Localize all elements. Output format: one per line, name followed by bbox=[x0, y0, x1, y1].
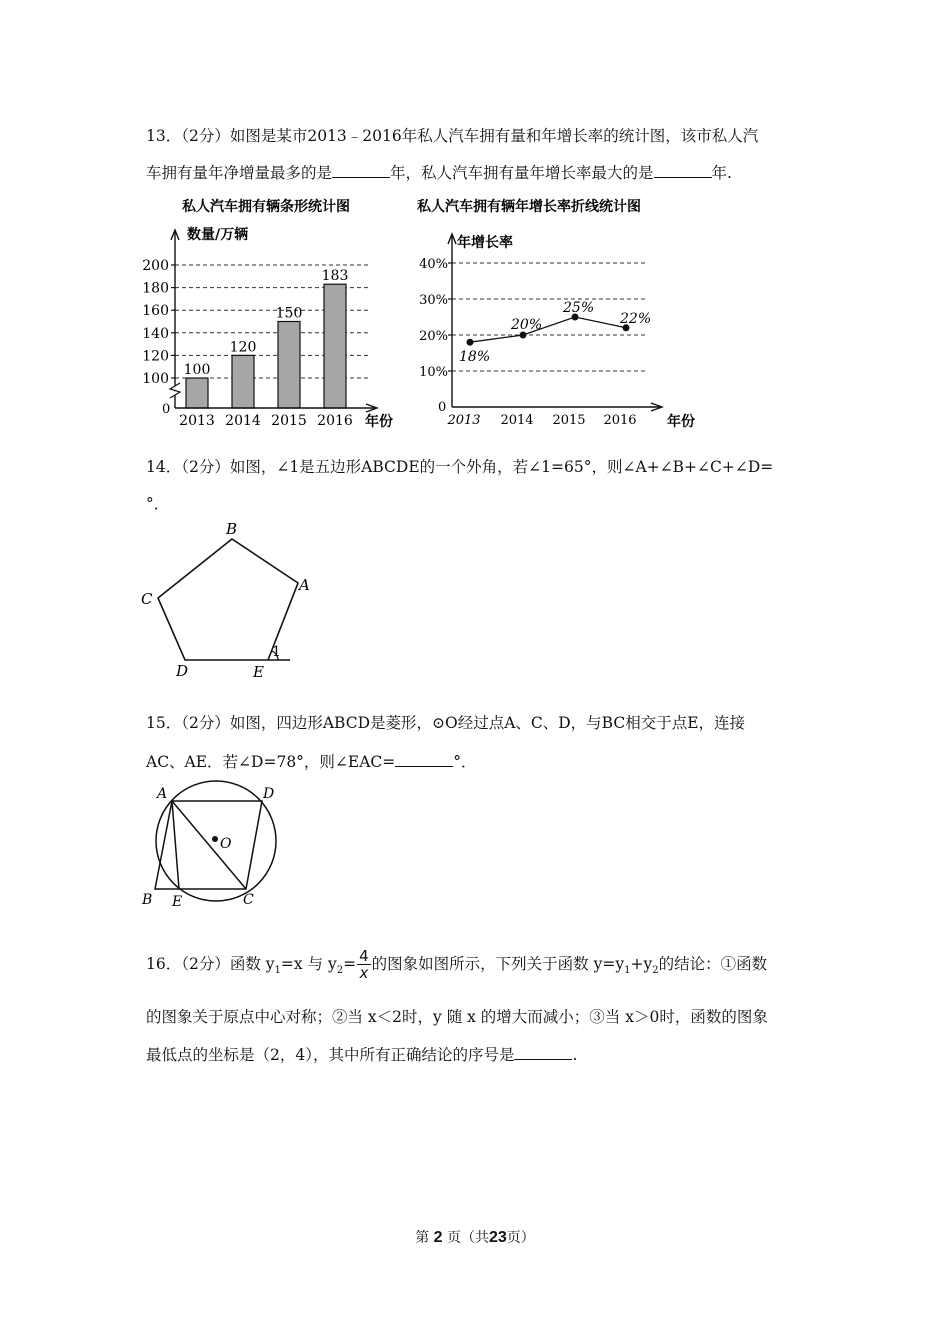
data-label: 18% bbox=[459, 349, 491, 366]
q15-text-b: °． bbox=[453, 753, 477, 771]
bar-chart-xlabel: 年份 bbox=[365, 414, 393, 430]
y-tick-label: 160 bbox=[142, 303, 169, 320]
q16-text-c: = bbox=[343, 955, 357, 973]
x-tick-label: 2015 bbox=[552, 413, 586, 428]
q16-text-f: 的结论：①函数 bbox=[658, 955, 768, 973]
q13-text-b: 年，私人汽车拥有量年增长率最大的是 bbox=[390, 164, 654, 182]
q16-line3 bbox=[146, 1045, 577, 1065]
q16-text-d: 的图象如图所示，下列关于函数 y=y bbox=[371, 955, 625, 973]
q16-line2: 的图象关于原点中心对称；②当 x＜2时，y 随 x 的增大而减小；③当 x＞0时，函数的图象 bbox=[146, 1008, 768, 1026]
q14-line2: °． bbox=[146, 495, 170, 513]
data-label: 25% bbox=[563, 300, 595, 316]
vertex-label-a: A bbox=[299, 576, 310, 594]
q13-line2 bbox=[146, 163, 732, 183]
bar-value-label: 150 bbox=[275, 305, 303, 322]
footer-text: 第 bbox=[415, 1230, 430, 1246]
y-tick-label: 10% bbox=[419, 365, 448, 380]
bar-value-label: 120 bbox=[229, 339, 257, 356]
q15-line2 bbox=[146, 752, 477, 772]
fraction-4-over-x bbox=[357, 948, 371, 982]
x-tick-label: 2016 bbox=[317, 413, 353, 429]
page-number: 2 bbox=[433, 1229, 443, 1246]
point-label-c: C bbox=[243, 892, 254, 908]
subscript: 1 bbox=[274, 965, 281, 977]
x-tick-label: 2016 bbox=[603, 413, 637, 428]
subscript: 2 bbox=[336, 965, 344, 977]
angle-label-1: 1 bbox=[272, 644, 281, 660]
rhombus-circle-figure bbox=[135, 780, 295, 910]
x-tick-label: 2014 bbox=[500, 413, 534, 428]
data-point bbox=[467, 339, 474, 346]
y-tick-label: 20% bbox=[419, 329, 448, 344]
data-label: 22% bbox=[620, 310, 652, 327]
footer-text: 页（共 bbox=[447, 1230, 489, 1246]
subscript: 1 bbox=[624, 965, 631, 977]
line-chart-xlabel: 年份 bbox=[667, 414, 695, 430]
y-tick-label: 180 bbox=[142, 280, 169, 297]
segment-ac bbox=[172, 801, 246, 889]
bar bbox=[186, 378, 208, 408]
bar-chart-title: 私人汽车拥有辆条形统计图 bbox=[182, 199, 350, 215]
bar-chart-origin: 0 bbox=[162, 402, 171, 417]
series-line bbox=[470, 317, 626, 342]
total-pages: 23 bbox=[489, 1229, 507, 1246]
q16-text-h: . bbox=[572, 1046, 578, 1064]
bar bbox=[278, 322, 300, 409]
y-tick-label: 30% bbox=[419, 293, 448, 308]
x-tick-label: 2015 bbox=[271, 413, 307, 429]
point-label-d: D bbox=[263, 786, 275, 802]
bar-chart-ylabel: 数量/万辆 bbox=[187, 227, 249, 243]
vertex-label-c: C bbox=[141, 590, 153, 608]
fraction-numerator: 4 bbox=[359, 947, 369, 965]
y-tick-label: 120 bbox=[142, 348, 169, 365]
page-footer bbox=[0, 1227, 950, 1247]
point-label-e: E bbox=[172, 894, 183, 910]
answer-blank bbox=[332, 163, 390, 178]
bar-value-label: 100 bbox=[183, 362, 211, 378]
line-chart-ylabel: 年增长率 bbox=[457, 235, 513, 251]
vertex-label-e: E bbox=[253, 663, 264, 681]
q16-text-e: +y bbox=[630, 955, 653, 973]
q16-text-b: =x 与 y bbox=[280, 955, 337, 973]
subscript: 2 bbox=[652, 965, 659, 977]
footer-text: 页） bbox=[506, 1230, 535, 1246]
answer-blank bbox=[654, 163, 712, 178]
q15-text-a: AC、AE．若∠D=78°，则∠EAC= bbox=[146, 753, 396, 771]
center-point bbox=[212, 836, 218, 842]
q13-text-c: 年. bbox=[711, 164, 732, 182]
answer-blank bbox=[514, 1045, 572, 1060]
q13-line1: 13．（2分）如图是某市2013﹣2016年私人汽车拥有量和年增长率的统计图，该市私人汽 bbox=[146, 127, 759, 145]
q13-text-a: 车拥有量年净增量最多的是 bbox=[146, 164, 333, 182]
line-chart-origin: 0 bbox=[438, 400, 447, 415]
line-chart-title: 私人汽车拥有辆年增长率折线统计图 bbox=[417, 199, 641, 215]
q14-line1: 14．（2分）如图，∠1是五边形ABCDE的一个外角，若∠1=65°，则∠A+∠B+∠C+∠D= bbox=[146, 458, 774, 476]
bar-chart bbox=[140, 192, 410, 437]
bar bbox=[324, 284, 346, 408]
q15-line1: 15．（2分）如图，四边形ABCD是菱形，⊙O经过点A、C、D，与BC相交于点E，连接 bbox=[146, 714, 746, 732]
q16-text-g: 最低点的坐标是（2，4），其中所有正确结论的序号是 bbox=[146, 1046, 515, 1064]
line-chart bbox=[405, 192, 705, 437]
bar-value-label: 183 bbox=[321, 268, 349, 285]
pentagon-figure bbox=[130, 515, 330, 685]
vertex-label-b: B bbox=[226, 520, 238, 538]
x-tick-label: 2013 bbox=[447, 413, 481, 428]
y-tick-label: 100 bbox=[142, 371, 169, 387]
pentagon-shape bbox=[158, 539, 298, 660]
answer-blank bbox=[395, 752, 453, 767]
y-tick-label: 200 bbox=[142, 258, 169, 274]
q16-text-a: 16．（2分）函数 y bbox=[146, 955, 275, 973]
q16-line1 bbox=[146, 944, 767, 991]
vertex-label-d: D bbox=[176, 662, 189, 680]
bar bbox=[232, 355, 254, 408]
fraction-denominator: x bbox=[359, 964, 369, 982]
segment-ae bbox=[172, 801, 179, 889]
point-label-o: O bbox=[220, 836, 232, 852]
y-tick-label: 40% bbox=[419, 257, 448, 272]
point-label-a: A bbox=[157, 786, 168, 802]
y-tick-label: 140 bbox=[142, 325, 169, 342]
x-tick-label: 2013 bbox=[179, 413, 215, 429]
data-label: 20% bbox=[511, 317, 543, 333]
point-label-b: B bbox=[142, 892, 153, 908]
x-tick-label: 2014 bbox=[225, 413, 261, 429]
